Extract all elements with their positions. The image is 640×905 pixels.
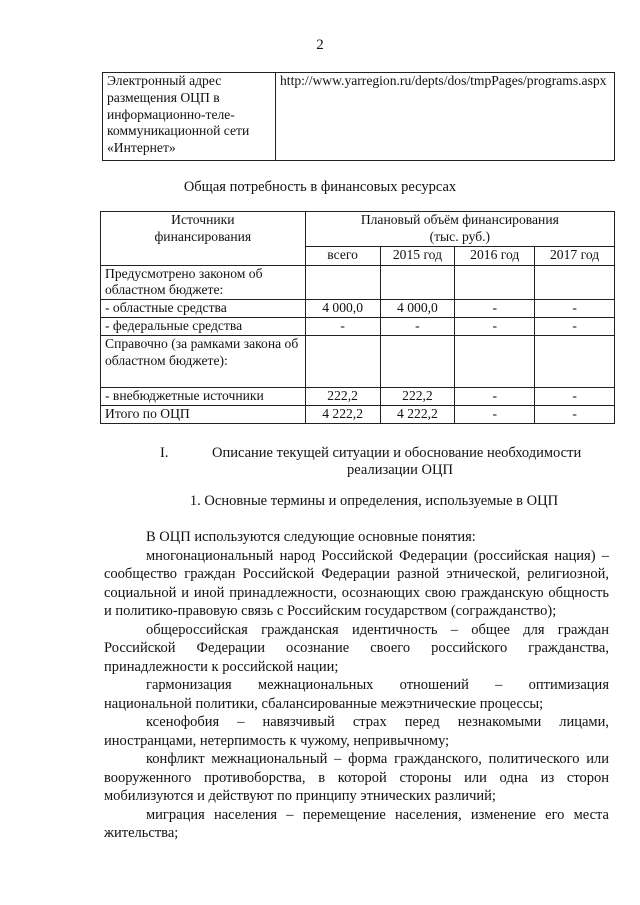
cell: - [455,406,535,424]
subheader-2017: 2017 год [535,246,615,265]
cell [535,336,615,388]
paragraph: гармонизация межнациональных отношений – оптимизация национальной политики, сбалансированные межэтнические процессы; [104,677,609,712]
cell: 4 000,0 [305,300,380,318]
cell [535,265,615,300]
cell: - [305,318,380,336]
row-label: - областные средства [101,300,306,318]
cell: 4 222,2 [305,406,380,424]
subheader-2015: 2015 год [380,246,455,265]
paragraph: ксенофобия – навязчивый страх перед незнакомыми лицами, иностранцами, нетерпимость к чужому, непривычному; [104,714,609,749]
header-source: Источники финансирования [101,212,306,266]
cell [455,336,535,388]
cell: - [455,388,535,406]
finance-title: Общая потребность в финансовых ресурсах [183,179,457,195]
body-text [104,528,609,843]
cell: - [535,406,615,424]
cell: - [535,300,615,318]
paragraph: многонациональный народ Российской Федерации (российская нация) – сообщество граждан Российской Федерации разной этнической, религиозной, социальной и иной принадлежности, осознающих свою гражданскую общность и политико-правовую связь с Российским государством (согражданство); [104,547,609,619]
cell [305,265,380,300]
page-number: 2 [316,37,324,53]
subsection-heading: 1. Основные термины и определения, используемые в ОЦП [189,493,559,509]
paragraph: миграция населения – перемещение населения, изменение его места жительства; [104,806,609,841]
table-row [101,406,615,424]
table-row [101,300,615,318]
info-label: Электронный адрес размещения ОЦП в информационно-теле-коммуникационной сети «Интернет» [103,73,276,161]
cell [380,265,455,300]
row-label: Справочно (за рамками закона об областном бюджете): [101,336,306,388]
cell: - [455,318,535,336]
cell: 222,2 [380,388,455,406]
section-title-line1: Описание текущей ситуации и обоснование необходимости [212,445,582,461]
cell: - [535,318,615,336]
cell: - [535,388,615,406]
row-label: Предусмотрено законом об областном бюджете: [101,265,306,300]
table-row [101,336,615,388]
section-title-line2: реализации ОЦП [347,462,453,478]
cell: - [380,318,455,336]
table-row [101,318,615,336]
cell [380,336,455,388]
info-url[interactable]: http://www.yarregion.ru/depts/dos/tmpPages/programs.aspx [276,73,615,161]
subheader-total: всего [305,246,380,265]
row-label: - внебюджетные источники [101,388,306,406]
table-row [101,265,615,300]
cell: 4 222,2 [380,406,455,424]
cell [455,265,535,300]
section-numeral: I. [160,445,169,461]
subheader-2016: 2016 год [455,246,535,265]
finance-header-row [101,212,615,247]
cell [305,336,380,388]
paragraph: общероссийская гражданская идентичность – общее для граждан Российской Федерации осознание своего российского гражданства, принадлежности к российской нации; [104,621,609,675]
row-label: Итого по ОЦП [101,406,306,424]
row-label: - федеральные средства [101,318,306,336]
paragraph: конфликт межнациональный – форма гражданского, политического или вооруженного противоборства, в которой стороны или одна из сторон мобилизуются и действуют по принципу этнических различий; [104,751,609,804]
table-row [101,388,615,406]
finance-table [100,211,615,424]
info-row [103,73,615,161]
header-plan: Плановый объём финансирования (тыс. руб.) [305,212,614,247]
cell: 222,2 [305,388,380,406]
paragraph: В ОЦП используются следующие основные понятия: [146,529,476,545]
cell: - [455,300,535,318]
info-table [102,72,615,161]
cell: 4 000,0 [380,300,455,318]
